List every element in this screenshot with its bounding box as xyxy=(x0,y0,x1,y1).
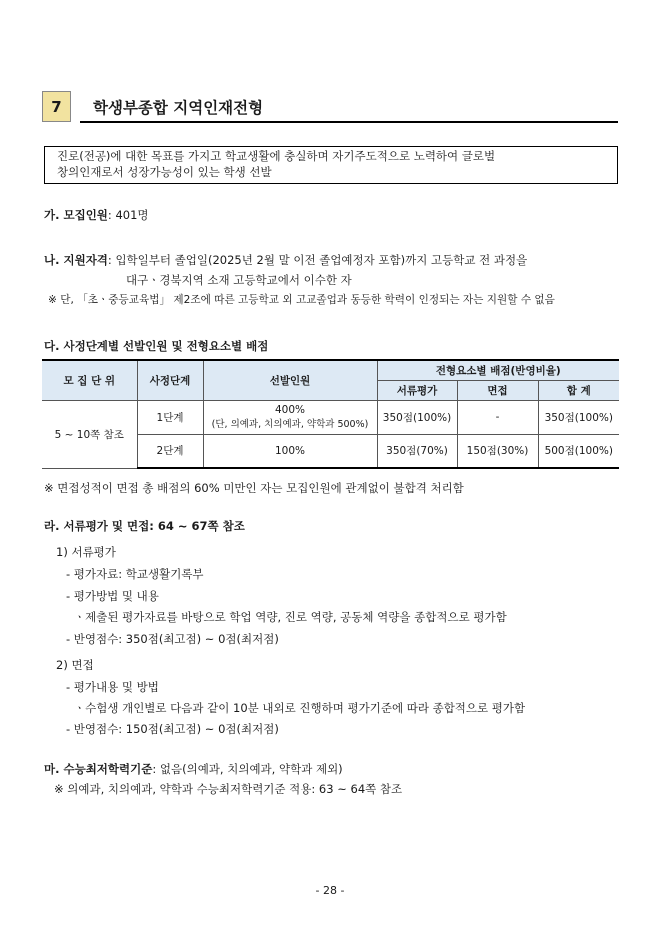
interview-method: - 평가내용 및 방법 xyxy=(66,680,159,694)
section-underline xyxy=(80,121,618,123)
header-interview: 면접 xyxy=(457,380,538,400)
eligibility-note: ※ 단, 「초ㆍ중등교육법」 제2조에 따른 고등학교 외 고교졸업과 동등한 학력이 인정되는 자는 지원할 수 없음 xyxy=(48,294,555,306)
eligibility-label: 나. 지원자격 xyxy=(44,253,108,267)
cell-stage: 2단계 xyxy=(137,434,203,468)
intro-line-1: 진로(전공)에 대한 목표를 가지고 학교생활에 충실하며 자기주도적으로 노력하여 글로벌 xyxy=(57,149,496,163)
doc-eval-method-detail: ㆍ제출된 평가자료를 바탕으로 학업 역량, 진로 역량, 공동체 역량을 종합적으로 평가함 xyxy=(74,610,507,624)
header-unit: 모 집 단 위 xyxy=(42,360,137,400)
allocation-table xyxy=(42,359,619,469)
recruit-count-label: 가. 모집인원 xyxy=(44,208,108,222)
cell-doc: 350점(70%) xyxy=(377,434,457,468)
interview-method-detail: ㆍ수험생 개인별로 다음과 같이 10분 내외로 진행하며 평가기준에 따라 종합적으로 평가함 xyxy=(74,701,526,715)
eligibility xyxy=(44,252,527,268)
section-title: 학생부종합 지역인재전형 xyxy=(93,99,264,117)
interview-score: - 반영점수: 150점(최고점) ~ 0점(최저점) xyxy=(66,722,279,736)
cell-doc: 350점(100%) xyxy=(377,400,457,434)
interview-cutoff-note: ※ 면접성적이 면접 총 배점의 60% 미만인 자는 모집인원에 관계없이 불합격 처리함 xyxy=(44,481,464,495)
cell-count-value: 400% xyxy=(274,404,306,416)
doc-eval-score: - 반영점수: 350점(최고점) ~ 0점(최저점) xyxy=(66,632,279,646)
header-count: 선발인원 xyxy=(203,360,377,400)
cell-interview: - xyxy=(457,400,538,434)
intro-line-2: 창의인재로서 성장가능성이 있는 학생 선발 xyxy=(57,165,272,179)
cell-count-note: (단, 의예과, 치의예과, 약학과 500%) xyxy=(211,419,369,430)
csat-minimum xyxy=(44,761,343,777)
doc-eval-title: 1) 서류평가 xyxy=(56,545,116,559)
eligibility-line-1: : 입학일부터 졸업일(2025년 2월 말 이전 졸업예정자 포함)까지 고등학교 전 과정을 xyxy=(107,253,528,267)
recruit-count-value: : 401명 xyxy=(107,208,149,222)
header-doc: 서류평가 xyxy=(377,380,457,400)
intro-box xyxy=(44,146,618,184)
cell-stage: 1단계 xyxy=(137,400,203,434)
cell-total: 500점(100%) xyxy=(538,434,619,468)
csat-minimum-value: : 없음(의예과, 치의예과, 약학과 제외) xyxy=(152,762,343,776)
interview-title: 2) 면접 xyxy=(56,658,94,672)
recruit-count xyxy=(44,207,149,223)
cell-count: 100% xyxy=(203,434,377,468)
allocation-heading: 다. 사정단계별 선발인원 및 전형요소별 배점 xyxy=(44,339,269,353)
csat-minimum-note: ※ 의예과, 치의예과, 약학과 수능최저학력기준 적용: 63 ~ 64쪽 참조 xyxy=(54,782,403,796)
cell-interview: 150점(30%) xyxy=(457,434,538,468)
header-total: 합 계 xyxy=(538,380,619,400)
doc-eval-material: - 평가자료: 학교생활기록부 xyxy=(66,567,204,581)
cell-total: 350점(100%) xyxy=(538,400,619,434)
cell-count xyxy=(203,400,377,434)
evaluation-heading: 라. 서류평가 및 면접: 64 ~ 67쪽 참조 xyxy=(44,519,245,533)
cell-unit: 5 ~ 10쪽 참조 xyxy=(42,400,137,468)
header-score-group: 전형요소별 배점(반영비율) xyxy=(377,360,619,380)
doc-eval-method: - 평가방법 및 내용 xyxy=(66,589,159,603)
section-number: 7 xyxy=(42,91,71,122)
eligibility-line-2: 대구ㆍ경북지역 소재 고등학교에서 이수한 자 xyxy=(126,273,352,287)
csat-minimum-label: 마. 수능최저학력기준 xyxy=(44,762,153,776)
page-number: - 28 - xyxy=(315,884,345,897)
header-stage: 사정단계 xyxy=(137,360,203,400)
